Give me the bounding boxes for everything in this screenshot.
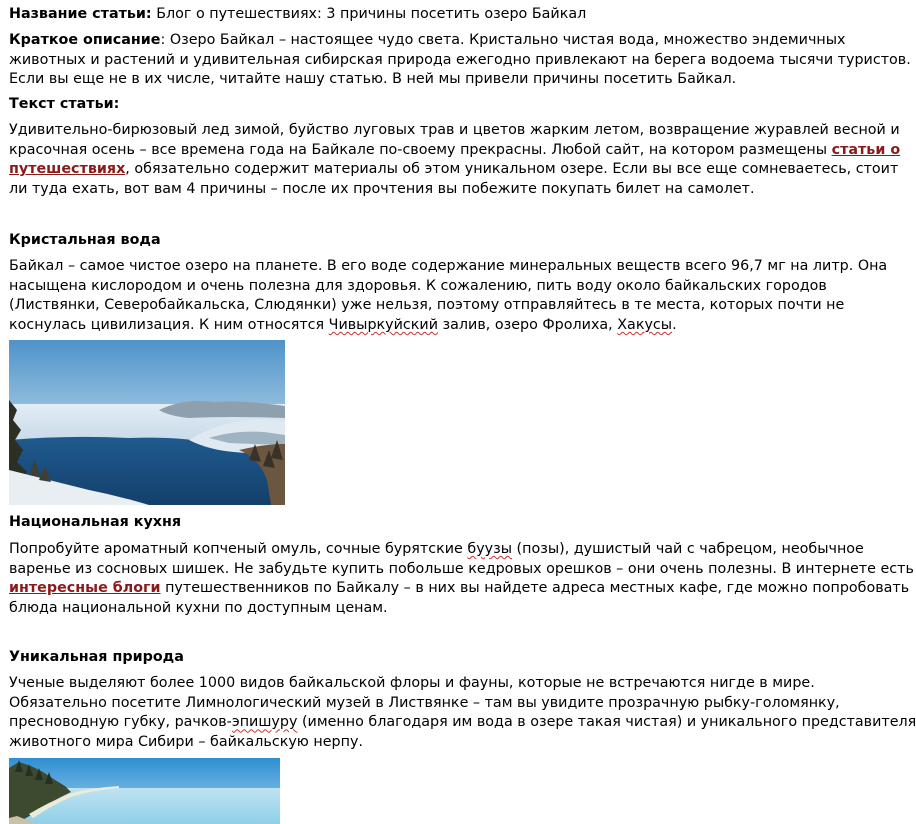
travel-articles-link-cont[interactable]: путешествиях [9,161,126,178]
intro-paragraph [9,121,900,200]
crystal-water-line: . [672,317,677,334]
misspelled-word: буузы [467,541,513,557]
baikal-winter-photo [9,340,285,505]
summary-line: Озеро Байкал – настоящее чудо света. Кристально чистая вода, множество эндемичных [165,32,846,48]
crystal-water-paragraph [9,257,887,336]
nature-line: (именно благодаря им вода в озере такая чистая) и уникального представителя [297,714,916,731]
travel-articles-link[interactable]: статьи о [831,141,901,158]
nature-line: животного мира Сибири – байкальскую нерпу. [9,734,363,751]
summary-colon: : [160,32,166,48]
article-title-label: Название статьи: [9,6,152,22]
misspelled-word: эпишуру [231,714,298,731]
summary-line: животных и растений и удивительная сибирская природа ежегодно привлекают на берега водоема тысячи туристов. [9,51,911,68]
section-heading-national-cuisine: Национальная кухня [9,514,182,530]
interesting-blogs-link[interactable]: интересные блоги [9,580,161,597]
article-title-value: Блог о путешествиях: 3 причины посетить озеро Байкал [151,6,587,22]
crystal-water-line: Байкал – самое чистое озеро на планете. В его воде содержание минеральных веществ всего 96,7 мг на литр. Она [9,258,888,274]
article-summary [9,31,911,90]
national-cuisine-paragraph [9,540,914,619]
nature-line: пресноводную губку, рачков- [9,714,232,731]
misspelled-word: Чивыркуйский [328,317,439,334]
cuisine-line: Попробуйте ароматный копченый омуль, сочные бурятские [9,541,468,557]
crystal-water-line: коснулась цивилизация. К ним относятся [9,317,329,334]
cuisine-line: блюда национальной кухни по доступным ценам. [9,600,388,617]
summary-label: Краткое описание [9,32,161,48]
article-title-line [9,5,586,25]
unique-nature-paragraph [9,674,916,753]
body-heading: Текст статьи: [9,96,120,112]
cuisine-line: (позы), душистый чай с чабрецом, необычное [512,541,864,557]
cuisine-line: варенье из сосновых шишек. Не забудьте купить побольше кедровых орешков – они очень полезны. В интернете есть [9,560,914,577]
misspelled-word: Хакусы [617,317,673,334]
baikal-shore-photo [9,758,280,824]
crystal-water-line: залив, озеро Фролиха, [438,317,618,334]
intro-line: Удивительно-бирюзовый лед зимой, буйство луговых трав и цветов жарким летом, возвращение журавлей весной и [9,122,900,138]
section-heading-crystal-water: Кристальная вода [9,232,161,248]
crystal-water-line: насыщена кислородом и очень полезна для здоровья. К сожалению, пить воду около байкальских городов [9,277,827,294]
cuisine-line: путешественников по Байкалу – в них вы найдете адреса местных кафе, где можно попробовать [160,580,910,597]
intro-line: , обязательно содержит материалы об этом уникальном озере. Если вы все еще сомневаетесь, стоит [125,161,899,178]
section-heading-unique-nature: Уникальная природа [9,649,184,665]
intro-line: ли туда ехать, вот вам 4 причины – после их прочтения вы побежите покупать билет на самолет. [9,181,755,198]
nature-line: Ученые выделяют более 1000 видов байкальской флоры и фауны, которые не встречаются нигде в мире. [9,675,815,691]
crystal-water-line: (Листвянки, Северобайкальска, Слюдянки) уже нельзя, поэтому отправляйтесь в те места, которых почти не [9,297,845,314]
nature-line: Обязательно посетите Лимнологический музей в Листвянке – там вы увидите прозрачную рыбку-голомянку, [9,694,840,711]
intro-line: красочная осень – все времена года на Байкале по-своему прекрасны. Любой сайт, на котором размещены [9,141,832,158]
summary-line: Если вы еще не в их числе, читайте нашу статью. В ней мы привели причины посетить Байкал. [9,71,737,88]
